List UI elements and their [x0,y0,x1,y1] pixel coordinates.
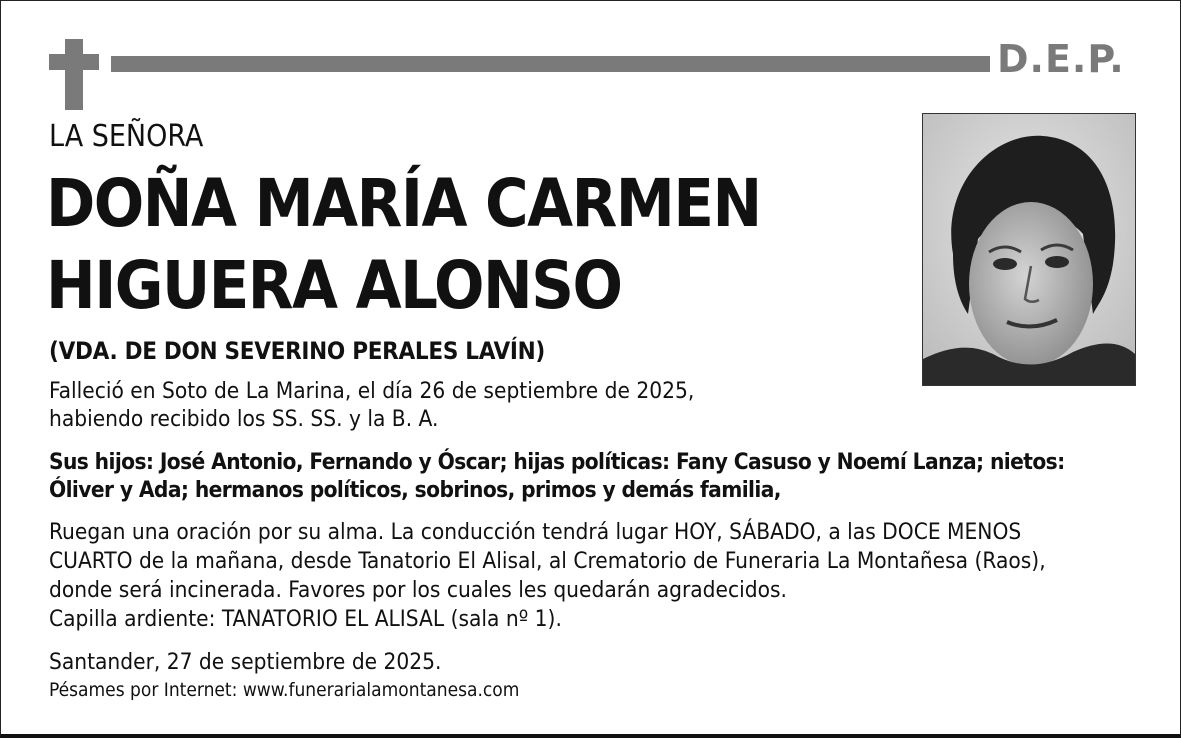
request-line2: CUARTO de la mañana, desde Tanatorio El Alisal, al Crematorio de Funeraria La Montañesa (Raos), [49,548,1046,574]
header-rule [111,56,990,72]
cross-icon-bar [49,54,99,70]
deceased-name-line1: DOÑA MARÍA CARMEN [46,165,761,242]
widow-of-line: (VDA. DE DON SEVERINO PERALES LAVÍN) [49,337,546,365]
chapel-line: Capilla ardiente: TANATORIO EL ALISAL (sala nº 1). [49,606,562,632]
date-place: Santander, 27 de septiembre de 2025. [49,649,442,675]
portrait-image [923,114,1135,385]
dep-heading: D.E.P. [997,37,1125,81]
family-line2: Óliver y Ada; hermanos políticos, sobrinos, primos y demás familia, [49,477,781,503]
request-line3: donde será incinerada. Favores por los cuales les quedarán agradecidos. [49,577,787,603]
cross-icon [65,39,83,110]
intro-label: LA SEÑORA [49,119,204,154]
portrait-photo [922,113,1136,386]
family-line1: Sus hijos: José Antonio, Fernando y Óscar; hijas políticas: Fany Casuso y Noemí Lanza; nietos: [49,449,1065,475]
condolences-link[interactable]: Pésames por Internet: www.funerarialamontanesa.com [49,679,520,701]
death-notice-line2: habiendo recibido los SS. SS. y la B. A. [49,406,439,432]
deceased-name-line2: HIGUERA ALONSO [46,247,622,324]
request-line1: Ruegan una oración por su alma. La conducción tendrá lugar HOY, SÁBADO, a las DOCE MENOS [49,519,1022,545]
death-notice-line1: Falleció en Soto de La Marina, el día 26 de septiembre de 2025, [49,378,695,404]
